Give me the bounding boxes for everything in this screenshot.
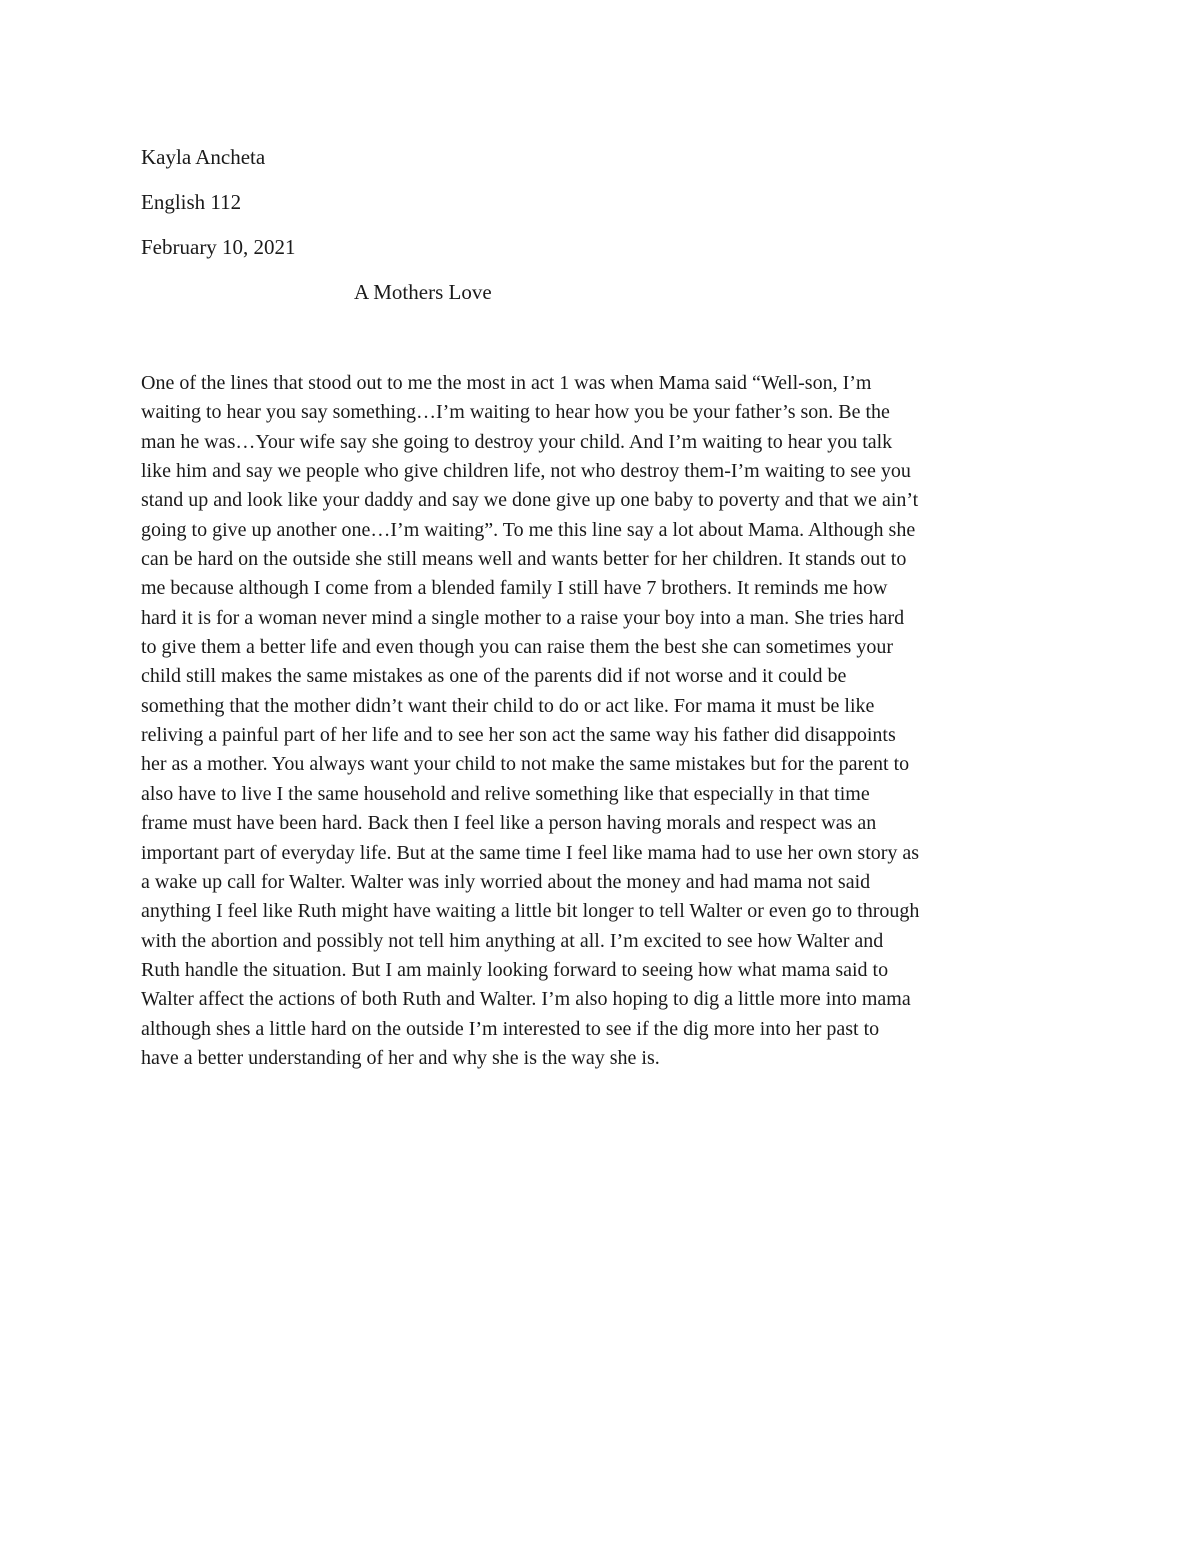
body-line: stand up and look like your daddy and say we done give up one baby to poverty and that we ain’t bbox=[141, 489, 919, 512]
body-line: man he was…Your wife say she going to destroy your child. And I’m waiting to hear you talk bbox=[141, 430, 893, 453]
document-date: February 10, 2021 bbox=[141, 235, 296, 259]
body-line: with the abortion and possibly not tell him anything at all. I’m excited to see how Walter and bbox=[141, 929, 884, 952]
body-line: Ruth handle the situation. But I am mainly looking forward to seeing how what mama said to bbox=[141, 958, 889, 981]
body-line: Walter affect the actions of both Ruth and Walter. I’m also hoping to dig a little more into mama bbox=[141, 988, 911, 1011]
body-line: also have to live I the same household and relive something like that especially in that time bbox=[141, 782, 870, 805]
body-line: me because although I come from a blended family I still have 7 brothers. It reminds me how bbox=[141, 577, 888, 600]
body-line: something that the mother didn’t want their child to do or act like. For mama it must be like bbox=[141, 694, 875, 717]
body-line: important part of everyday life. But at the same time I feel like mama had to use her own story as bbox=[141, 841, 920, 864]
body-line: to give them a better life and even though you can raise them the best she can sometimes your bbox=[141, 636, 893, 659]
body-line: going to give up another one…I’m waiting”. To me this line say a lot about Mama. Although she bbox=[141, 518, 916, 541]
body-line: her as a mother. You always want your child to not make the same mistakes but for the parent to bbox=[141, 753, 910, 776]
body-line: anything I feel like Ruth might have waiting a little bit longer to tell Walter or even go to through bbox=[141, 900, 920, 923]
body-line: can be hard on the outside she still means well and wants better for her children. It stands out to bbox=[141, 548, 907, 571]
body-line: like him and say we people who give children life, not who destroy them-I’m waiting to see you bbox=[141, 460, 911, 483]
body-line: hard it is for a woman never mind a single mother to a raise your boy into a man. She tries hard bbox=[141, 606, 905, 629]
author-name: Kayla Ancheta bbox=[141, 145, 266, 169]
course-name: English 112 bbox=[141, 190, 242, 214]
essay-body bbox=[141, 369, 1071, 1073]
body-line: waiting to hear you say something…I’m waiting to hear how you be your father’s son. Be the bbox=[141, 401, 890, 424]
body-line: although shes a little hard on the outside I’m interested to see if the dig more into her past to bbox=[141, 1017, 880, 1040]
body-line: One of the lines that stood out to me the most in act 1 was when Mama said “Well-son, I’m bbox=[141, 372, 872, 394]
body-line: frame must have been hard. Back then I feel like a person having morals and respect was an bbox=[141, 812, 877, 835]
body-line: child still makes the same mistakes as one of the parents did if not worse and it could be bbox=[141, 665, 847, 688]
body-line: a wake up call for Walter. Walter was inly worried about the money and had mama not said bbox=[141, 870, 871, 893]
essay-title: A Mothers Love bbox=[354, 280, 492, 304]
body-line: have a better understanding of her and why she is the way she is. bbox=[141, 1046, 660, 1069]
body-line: reliving a painful part of her life and to see her son act the same way his father did disappoints bbox=[141, 724, 896, 747]
